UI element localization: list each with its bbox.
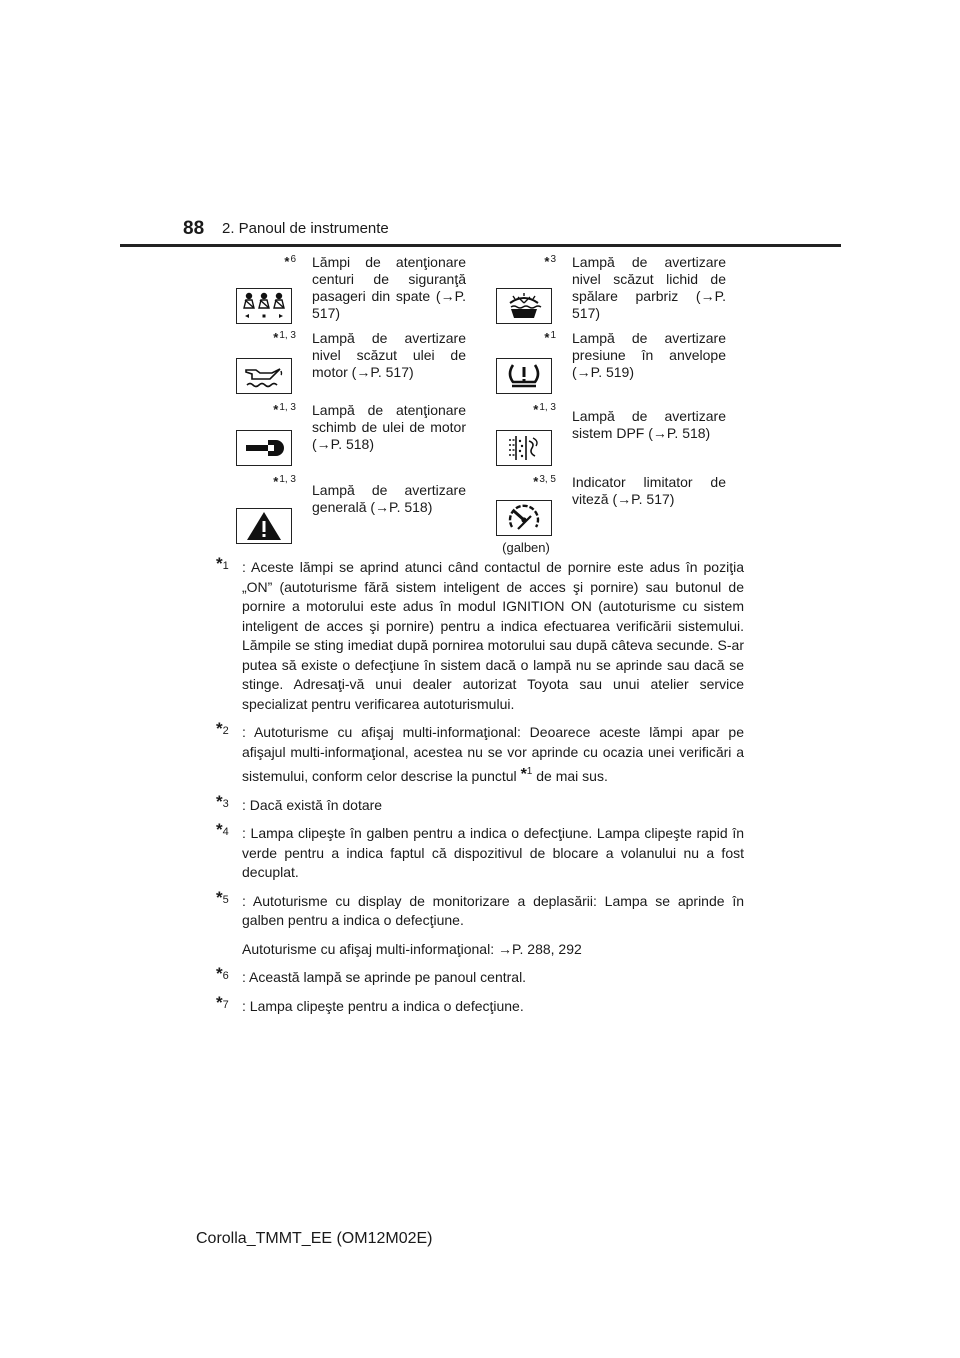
rear-seatbelt-reminder-icon <box>236 288 292 324</box>
tire-pressure-icon <box>496 358 552 394</box>
footnote-ref: *3 <box>544 254 556 269</box>
lamp-description: Lampă de avertizare generală (→P. 518) <box>312 482 466 515</box>
footnote-1: *1 : Aceste lămpi se aprind atunci când contactul de pornire este adus în poziţia „ON” (autoturisme fără sistem inteligent de acces şi pornire) sau butonul de pornire a motorului este adus în modul IGNITION ON (autoturisme cu sistem inteligent de acces şi pornire) pentru a indica efectuarea verificării sistemului. Lămpile se sting imediat după pornirea motorului sau după câteva secunde. S-ar putea să existe o defecţiune în sistem dacă o lampă nu se aprinde sau dacă se stinge. Adresaţi-vă unui dealer autorizat Toyota sau unui atelier service specializat pentru verificarea autoturismului. <box>216 554 744 712</box>
footnote-marker: *7 <box>216 992 229 1012</box>
low-oil-level-icon <box>236 358 292 394</box>
lamp-description: Lampă de avertizare sistem DPF (→P. 518) <box>572 408 726 441</box>
table-row <box>230 398 750 470</box>
footnote-3: *3 : Dacă există în dotare <box>216 791 383 813</box>
table-row <box>230 470 750 555</box>
lamp-cell <box>490 470 750 555</box>
footnote-marker: *2 <box>216 719 229 738</box>
footnote-ref: *1, 3 <box>533 402 556 417</box>
lamp-cell <box>230 470 490 550</box>
table-row <box>230 250 750 326</box>
color-note: (galben) <box>502 540 550 555</box>
lamp-cell <box>230 398 490 470</box>
footnotes <box>216 554 744 1025</box>
footnote-ref: *1, 3 <box>273 474 296 489</box>
footnote-marker: *5 <box>216 887 229 907</box>
lamp-description: Lampă de atenţionare schimb de ulei de motor (→P. 518) <box>312 402 466 452</box>
section-title: 2. Panoul de instrumente <box>222 220 389 237</box>
footnote-5-continuation: Autoturisme cu afişaj multi-informaţional: →P. 288, 292 <box>242 940 582 957</box>
footnote-4: *4 : Lampa clipeşte în galben pentru a indica o defecţiune. Lampa clipeşte rapid în verde pentru a indica faptul că dispozitivul de blocare a volanului nu a fost decuplat. <box>216 820 744 880</box>
speed-limiter-icon <box>496 500 552 536</box>
footnote-ref: *1, 3 <box>273 330 296 345</box>
master-warning-icon <box>236 508 292 544</box>
footnote-7: *7 : Lampa clipeşte pentru a indica o defecţiune. <box>216 992 524 1014</box>
oil-change-wrench-icon <box>236 430 292 466</box>
lamp-cell <box>490 398 750 470</box>
document-code: Corolla_TMMT_EE (OM12M02E) <box>196 1230 433 1247</box>
footnote-2: *2 : Autoturisme cu afişaj multi-informaţional: Deoarece aceste lămpi apar pe afişajul multi-informaţional, acestea nu se vor aprinde cu ocazia unei verificări a sistemului, conform celor descrise la punctul *$^1$ de mai sus. <box>216 719 744 784</box>
footnote-marker: *1 <box>216 554 229 573</box>
lamp-cell <box>230 250 490 326</box>
footnote-ref: *6 <box>284 254 296 269</box>
footnote-marker: *3 <box>216 791 229 811</box>
footnote-marker: *6 <box>216 964 229 983</box>
lamp-description: Lampă de avertizare presiune în anvelope (→P. 519) <box>572 330 726 380</box>
lamp-cell <box>490 250 750 326</box>
lamp-description: Lămpi de atenţionare centuri de siguranţă pasageri din spate (→P. 517) <box>312 254 466 321</box>
table-row <box>230 326 750 398</box>
dpf-system-icon <box>496 430 552 466</box>
footnote-ref: *1 <box>544 330 556 345</box>
lamp-description: Indicator limitator de viteză (→P. 517) <box>572 474 726 507</box>
footnote-6: *6 : Această lampă se aprinde pe panoul central. <box>216 964 527 985</box>
lamp-cell <box>230 326 490 398</box>
washer-fluid-icon <box>496 288 552 324</box>
page-number: 88 <box>183 218 205 239</box>
footnote-marker: *4 <box>216 820 229 839</box>
footnote-ref: *1, 3 <box>273 402 296 417</box>
footnote-5: *5 : Autoturisme cu display de monitorizare a deplasării: Lampa se aprinde în galben pentru a indica o defecţiune. <box>216 887 744 928</box>
lamp-cell <box>490 326 750 398</box>
lamp-description: Lampă de avertizare nivel scăzut lichid de spălare parbriz (→P. 517) <box>572 254 726 321</box>
footnote-ref: *3, 5 <box>533 474 556 489</box>
header-divider <box>120 244 841 247</box>
warning-lamp-table <box>230 250 750 555</box>
lamp-description: Lampă de avertizare nivel scăzut ulei de motor (→P. 517) <box>312 330 466 380</box>
